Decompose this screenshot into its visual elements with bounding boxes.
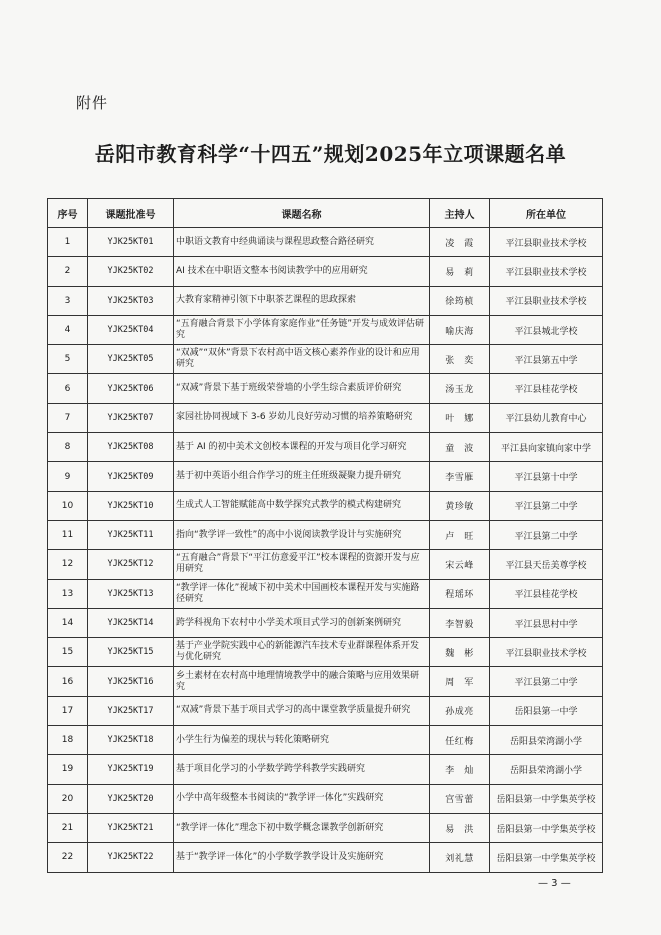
- table-row: [48, 843, 603, 872]
- table-header: [48, 199, 603, 228]
- host-name: 黄珍敏: [430, 491, 490, 520]
- row-number: 18: [48, 726, 88, 755]
- row-number: 20: [48, 784, 88, 813]
- host-name: 易 洪: [430, 813, 490, 842]
- project-code: YJK25KT22: [88, 843, 174, 872]
- row-number: 9: [48, 462, 88, 491]
- project-code: YJK25KT20: [88, 784, 174, 813]
- project-code: YJK25KT14: [88, 608, 174, 637]
- unit-name: 平江县幼儿教育中心: [490, 403, 603, 432]
- header-name: 课题名称: [174, 199, 430, 228]
- table-row: [48, 433, 603, 462]
- unit-name: 岳阳县第一中学集英学校: [490, 784, 603, 813]
- host-name: 张 奕: [430, 345, 490, 374]
- unit-name: 平江县职业技术学校: [490, 638, 603, 667]
- row-number: 3: [48, 286, 88, 315]
- table-row: [48, 345, 603, 374]
- table-row: [48, 462, 603, 491]
- row-number: 21: [48, 813, 88, 842]
- project-code: YJK25KT05: [88, 345, 174, 374]
- project-code: YJK25KT16: [88, 667, 174, 696]
- host-name: 李雪雁: [430, 462, 490, 491]
- row-number: 5: [48, 345, 88, 374]
- unit-name: 平江县职业技术学校: [490, 257, 603, 286]
- row-number: 12: [48, 550, 88, 579]
- row-number: 10: [48, 491, 88, 520]
- table-row: [48, 667, 603, 696]
- row-number: 16: [48, 667, 88, 696]
- project-name: “五育融合背景下小学体育家庭作业“任务链”开发与成效评估研究: [174, 315, 430, 344]
- project-name: “双减”背景下基于项目式学习的高中课堂教学质量提升研究: [174, 696, 430, 725]
- row-number: 17: [48, 696, 88, 725]
- project-name: 基于“教学评一体化”的小学数学教学设计及实施研究: [174, 843, 430, 872]
- project-name: “五育融合”背景下“平江仿意爱平江”校本课程的资源开发与应用研究: [174, 550, 430, 579]
- host-name: 汤玉龙: [430, 374, 490, 403]
- unit-name: 平江县第五中学: [490, 345, 603, 374]
- project-name: 乡土素材在农村高中地理情境教学中的融合策略与应用效果研究: [174, 667, 430, 696]
- row-number: 7: [48, 403, 88, 432]
- project-code: YJK25KT13: [88, 579, 174, 608]
- project-code: YJK25KT07: [88, 403, 174, 432]
- host-name: 童 波: [430, 433, 490, 462]
- project-code: YJK25KT12: [88, 550, 174, 579]
- project-name: 生成式人工智能赋能高中数学探究式教学的模式构建研究: [174, 491, 430, 520]
- project-code: YJK25KT10: [88, 491, 174, 520]
- project-name: 家园社协同视域下 3-6 岁幼儿良好劳动习惯的培养策略研究: [174, 403, 430, 432]
- project-name: “双减”“双休”背景下农村高中语文核心素养作业的设计和应用研究: [174, 345, 430, 374]
- project-name: 基于产业学院实践中心的新能源汽车技术专业群课程体系开发与优化研究: [174, 638, 430, 667]
- unit-name: 岳阳县荣湾湖小学: [490, 755, 603, 784]
- row-number: 4: [48, 315, 88, 344]
- host-name: 孙成亮: [430, 696, 490, 725]
- table-row: [48, 315, 603, 344]
- project-code: YJK25KT01: [88, 228, 174, 257]
- project-code: YJK25KT21: [88, 813, 174, 842]
- project-code: YJK25KT18: [88, 726, 174, 755]
- project-name: 基于 AI 的初中美术文创校本课程的开发与项目化学习研究: [174, 433, 430, 462]
- row-number: 11: [48, 520, 88, 549]
- unit-name: 平江县第十中学: [490, 462, 603, 491]
- project-name: “双减”背景下基于班级荣誉墙的小学生综合素质评价研究: [174, 374, 430, 403]
- unit-name: 平江县思村中学: [490, 608, 603, 637]
- table-row: [48, 257, 603, 286]
- row-number: 1: [48, 228, 88, 257]
- row-number: 14: [48, 608, 88, 637]
- row-number: 2: [48, 257, 88, 286]
- table-row: [48, 726, 603, 755]
- project-name: 基于项目化学习的小学数学跨学科教学实践研究: [174, 755, 430, 784]
- project-code: YJK25KT19: [88, 755, 174, 784]
- unit-name: 平江县职业技术学校: [490, 286, 603, 315]
- unit-name: 平江县职业技术学校: [490, 228, 603, 257]
- project-code: YJK25KT15: [88, 638, 174, 667]
- host-name: 任红梅: [430, 726, 490, 755]
- host-name: 凌 霞: [430, 228, 490, 257]
- project-name: 中职语文教育中经典诵读与课程思政整合路径研究: [174, 228, 430, 257]
- project-name: “教学评一体化”视域下初中美术中国画校本课程开发与实施路径研究: [174, 579, 430, 608]
- unit-name: 平江县第二中学: [490, 667, 603, 696]
- project-table: [47, 198, 603, 873]
- project-name: 跨学科视角下农村中小学美术项目式学习的创新案例研究: [174, 608, 430, 637]
- table-row: [48, 813, 603, 842]
- row-number: 19: [48, 755, 88, 784]
- unit-name: 平江县第二中学: [490, 491, 603, 520]
- host-name: 卢 旺: [430, 520, 490, 549]
- row-number: 13: [48, 579, 88, 608]
- table-body: [48, 228, 603, 873]
- project-name: “教学评一体化”理念下初中数学概念课教学创新研究: [174, 813, 430, 842]
- unit-name: 平江县向家镇向家中学: [490, 433, 603, 462]
- host-name: 周 军: [430, 667, 490, 696]
- row-number: 15: [48, 638, 88, 667]
- project-name: 大教育家精神引领下中职茶艺课程的思政探索: [174, 286, 430, 315]
- row-number: 6: [48, 374, 88, 403]
- host-name: 叶 娜: [430, 403, 490, 432]
- header-no: 序号: [48, 199, 88, 228]
- unit-name: 平江县第二中学: [490, 520, 603, 549]
- project-code: YJK25KT09: [88, 462, 174, 491]
- unit-name: 岳阳县第一中学集英学校: [490, 843, 603, 872]
- host-name: 李 灿: [430, 755, 490, 784]
- project-code: YJK25KT08: [88, 433, 174, 462]
- project-code: YJK25KT06: [88, 374, 174, 403]
- project-code: YJK25KT03: [88, 286, 174, 315]
- unit-name: 平江县桂花学校: [490, 374, 603, 403]
- unit-name: 岳阳县荣湾湖小学: [490, 726, 603, 755]
- unit-name: 平江县桂花学校: [490, 579, 603, 608]
- project-name: 小学中高年级整本书阅读的“教学评一体化”实践研究: [174, 784, 430, 813]
- table-row: [48, 579, 603, 608]
- row-number: 8: [48, 433, 88, 462]
- host-name: 李智毅: [430, 608, 490, 637]
- host-name: 刘礼慧: [430, 843, 490, 872]
- project-code: YJK25KT02: [88, 257, 174, 286]
- host-name: 喻庆海: [430, 315, 490, 344]
- header-unit: 所在单位: [490, 199, 603, 228]
- project-code: YJK25KT04: [88, 315, 174, 344]
- page-title: 岳阳市教育科学“十四五”规划2025年立项课题名单: [94, 142, 567, 166]
- header-code: 课题批准号: [88, 199, 174, 228]
- table-row: [48, 755, 603, 784]
- header-host: 主持人: [430, 199, 490, 228]
- host-name: 徐筠桢: [430, 286, 490, 315]
- table-row: [48, 696, 603, 725]
- host-name: 魏 彬: [430, 638, 490, 667]
- table-row: [48, 638, 603, 667]
- host-name: 宫雪蕾: [430, 784, 490, 813]
- row-number: 22: [48, 843, 88, 872]
- table-row: [48, 403, 603, 432]
- attachment-label: 附件: [76, 94, 109, 112]
- host-name: 宋云峰: [430, 550, 490, 579]
- page-number: — 3 —: [538, 878, 571, 889]
- project-name: AI 技术在中职语文整本书阅读教学中的应用研究: [174, 257, 430, 286]
- project-name: 指向“教学评一致性”的高中小说阅读教学设计与实施研究: [174, 520, 430, 549]
- unit-name: 岳阳县第一中学: [490, 696, 603, 725]
- unit-name: 岳阳县第一中学集英学校: [490, 813, 603, 842]
- project-name: 基于初中英语小组合作学习的班主任班级凝聚力提升研究: [174, 462, 430, 491]
- table-row: [48, 286, 603, 315]
- project-code: YJK25KT17: [88, 696, 174, 725]
- project-code: YJK25KT11: [88, 520, 174, 549]
- project-name: 小学生行为偏差的现状与转化策略研究: [174, 726, 430, 755]
- table-row: [48, 608, 603, 637]
- table-row: [48, 520, 603, 549]
- table-row: [48, 491, 603, 520]
- host-name: 易 莉: [430, 257, 490, 286]
- unit-name: 平江县天岳美尊学校: [490, 550, 603, 579]
- table-row: [48, 550, 603, 579]
- unit-name: 平江县城北学校: [490, 315, 603, 344]
- table-row: [48, 374, 603, 403]
- host-name: 程瑶环: [430, 579, 490, 608]
- table-row: [48, 228, 603, 257]
- table-row: [48, 784, 603, 813]
